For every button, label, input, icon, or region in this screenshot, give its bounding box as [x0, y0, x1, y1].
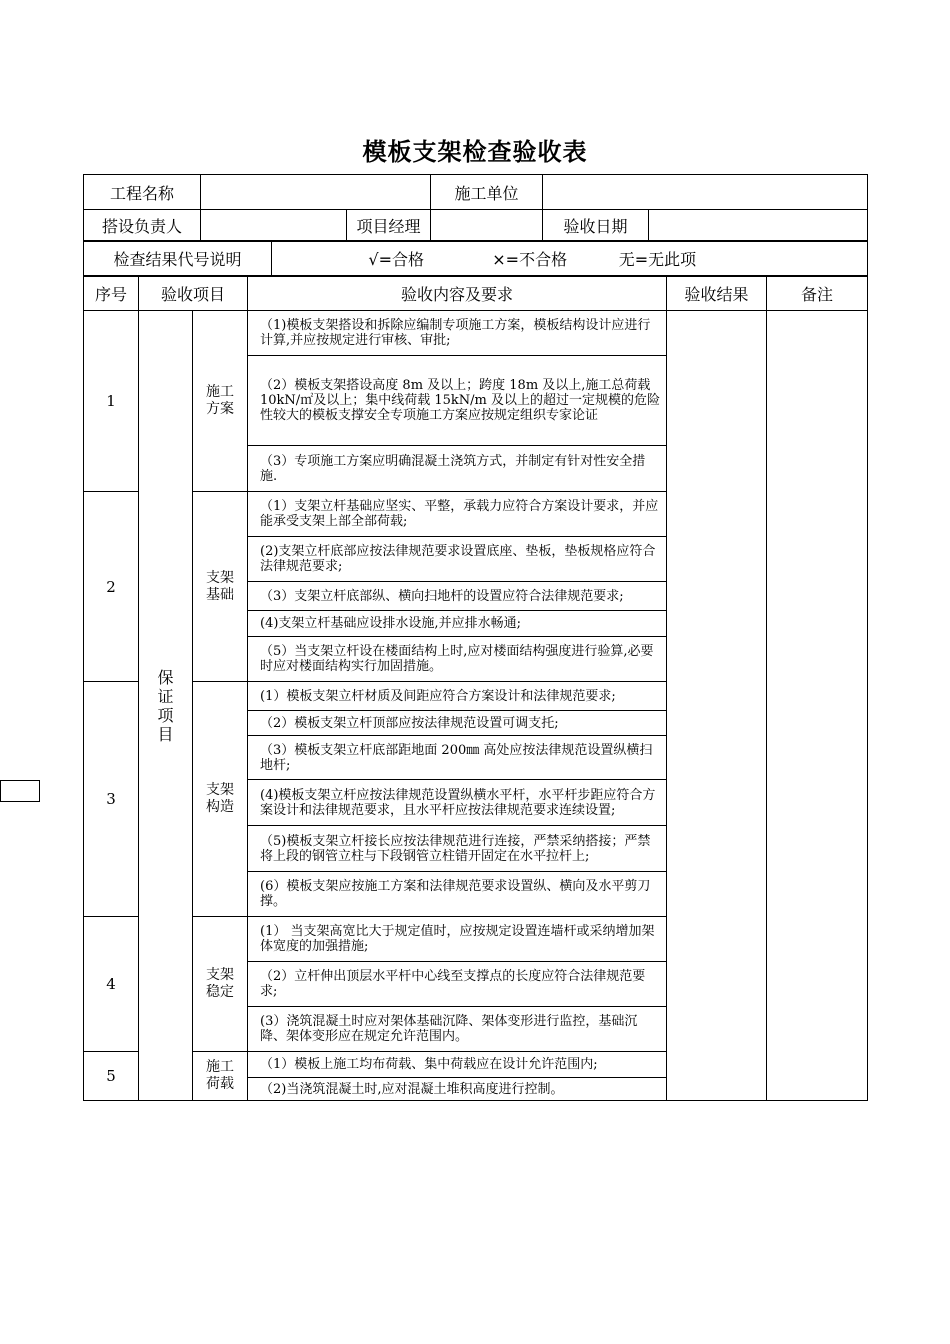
code-fail: ×=不合格 — [492, 250, 568, 269]
category-text: 支架基础 — [206, 569, 234, 603]
code-legend — [272, 241, 868, 277]
category-text: 支架稳定 — [206, 967, 234, 1000]
group-label — [139, 311, 193, 1101]
group-label-char: 目 — [157, 724, 174, 744]
group-label-char: 证 — [157, 686, 174, 706]
col-item: 验收项目 — [139, 276, 248, 311]
requirement-item: (1）模板支架立杆材质及间距应符合方案设计和法律规范要求; — [248, 682, 667, 711]
section-category — [193, 1052, 248, 1101]
section-seq: 5 — [84, 1052, 139, 1101]
requirement-item: (4)模板支架立杆应按法律规范设置纵横水平杆，水平杆步距应符合方案设计和法律规范要求，且水平杆应按法律规范要求连续设置; — [248, 780, 667, 826]
margin-box — [0, 780, 40, 802]
checklist-table — [83, 275, 868, 1101]
group-label-char: 项 — [157, 705, 174, 725]
col-seq: 序号 — [84, 276, 139, 311]
requirement-item: (3）浇筑混凝土时应对架体基础沉降、架体变形进行监控，基础沉降、架体变形应在规定允许范围内。 — [248, 1007, 667, 1052]
code-label: 检查结果代号说明 — [84, 241, 272, 277]
requirement-item: (4)支架立杆基础应设排水设施,并应排水畅通; — [248, 611, 667, 637]
category-text: 支架构造 — [206, 782, 234, 815]
page-title: 模板支架检查验收表 — [362, 138, 588, 166]
result-cell[interactable] — [667, 311, 767, 1101]
header-table — [83, 174, 868, 242]
requirement-item: （1）支架立杆基础应坚实、平整，承载力应符合方案设计要求，并应能承受支架上部全部荷载; — [248, 492, 667, 537]
col-result: 验收结果 — [667, 276, 767, 311]
group-label-text — [139, 668, 192, 744]
code-ok: √=合格 — [368, 250, 424, 269]
group-label-char: 保 — [157, 667, 174, 687]
requirement-item: （5)模板支架立杆接长应按法律规范进行连接，严禁采纳搭接；严禁将上段的钢管立柱与下段钢管立柱错开固定在水平拉杆上; — [248, 826, 667, 872]
requirement-item: （2）立杆伸出顶层水平杆中心线至支撑点的长度应符合法律规范要求; — [248, 962, 667, 1007]
requirement-item: （3）专项施工方案应明确混凝土浇筑方式，并制定有针对性安全措施. — [248, 446, 667, 492]
manager-label: 项目经理 — [347, 210, 431, 242]
requirement-item: (2)支架立杆底部应按法律规范要求设置底座、垫板，垫板规格应符合法律规范要求; — [248, 537, 667, 582]
requirement-item: （5）当支架立杆设在楼面结构上时,应对楼面结构强度进行验算,必要时应对楼面结构实行加固措施。 — [248, 637, 667, 682]
section-seq: 3 — [84, 682, 139, 917]
requirement-item: (1） 当支架高宽比大于规定值时，应按规定设置连墙杆或采纳增加架体宽度的加强措施; — [248, 917, 667, 962]
requirement-item: （1）模板上施工均布荷载、集中荷载应在设计允许范围内; — [248, 1052, 667, 1078]
code-none: 无=无此项 — [618, 250, 697, 269]
erector-label: 搭设负责人 — [84, 210, 201, 242]
requirement-item: （2）模板支架立杆顶部应按法律规范设置可调支托; — [248, 711, 667, 736]
section-category — [193, 311, 248, 492]
col-content: 验收内容及要求 — [248, 276, 667, 311]
section-seq: 1 — [84, 311, 139, 492]
category-text: 施工荷载 — [206, 1059, 234, 1092]
project-name-label: 工程名称 — [84, 175, 201, 210]
section-category — [193, 917, 248, 1052]
requirement-item: （3）模板支架立杆底部距地面 200㎜ 高处应按法律规范设置纵横扫地杆; — [248, 736, 667, 780]
requirement-item: （2）模板支架搭设高度 8m 及以上；跨度 18m 及以上,施工总荷载 10kN/㎡及以上；集中线荷载 15kN/m 及以上的超过一定规模的危险性较大的模板支撑安全专项施工方案应按规定组织专家论证 — [248, 356, 667, 446]
category-text: 施工方案 — [206, 384, 234, 417]
section-category — [193, 682, 248, 917]
section-seq: 4 — [84, 917, 139, 1052]
col-remark: 备注 — [767, 276, 868, 311]
requirement-item: (6）模板支架应按施工方案和法律规范要求设置纵、横向及水平剪刀撑。 — [248, 872, 667, 917]
acceptance-date-label: 验收日期 — [543, 210, 649, 242]
erector-value[interactable] — [201, 210, 347, 242]
section-seq: 2 — [84, 492, 139, 682]
project-name-value[interactable] — [201, 175, 431, 210]
requirement-item: （1)模板支架搭设和拆除应编制专项施工方案，模板结构设计应进行计算,并应按规定进行审核、审批; — [248, 311, 667, 356]
construction-unit-label: 施工单位 — [431, 175, 543, 210]
section-category — [193, 492, 248, 682]
construction-unit-value[interactable] — [543, 175, 868, 210]
manager-value[interactable] — [431, 210, 543, 242]
requirement-item: （3）支架立杆底部纵、横向扫地杆的设置应符合法律规范要求; — [248, 582, 667, 611]
remark-cell[interactable] — [767, 311, 868, 1101]
code-table — [83, 240, 868, 277]
requirement-item: （2)当浇筑混凝土时,应对混凝土堆积高度进行控制。 — [248, 1078, 667, 1101]
acceptance-date-value[interactable] — [649, 210, 868, 242]
